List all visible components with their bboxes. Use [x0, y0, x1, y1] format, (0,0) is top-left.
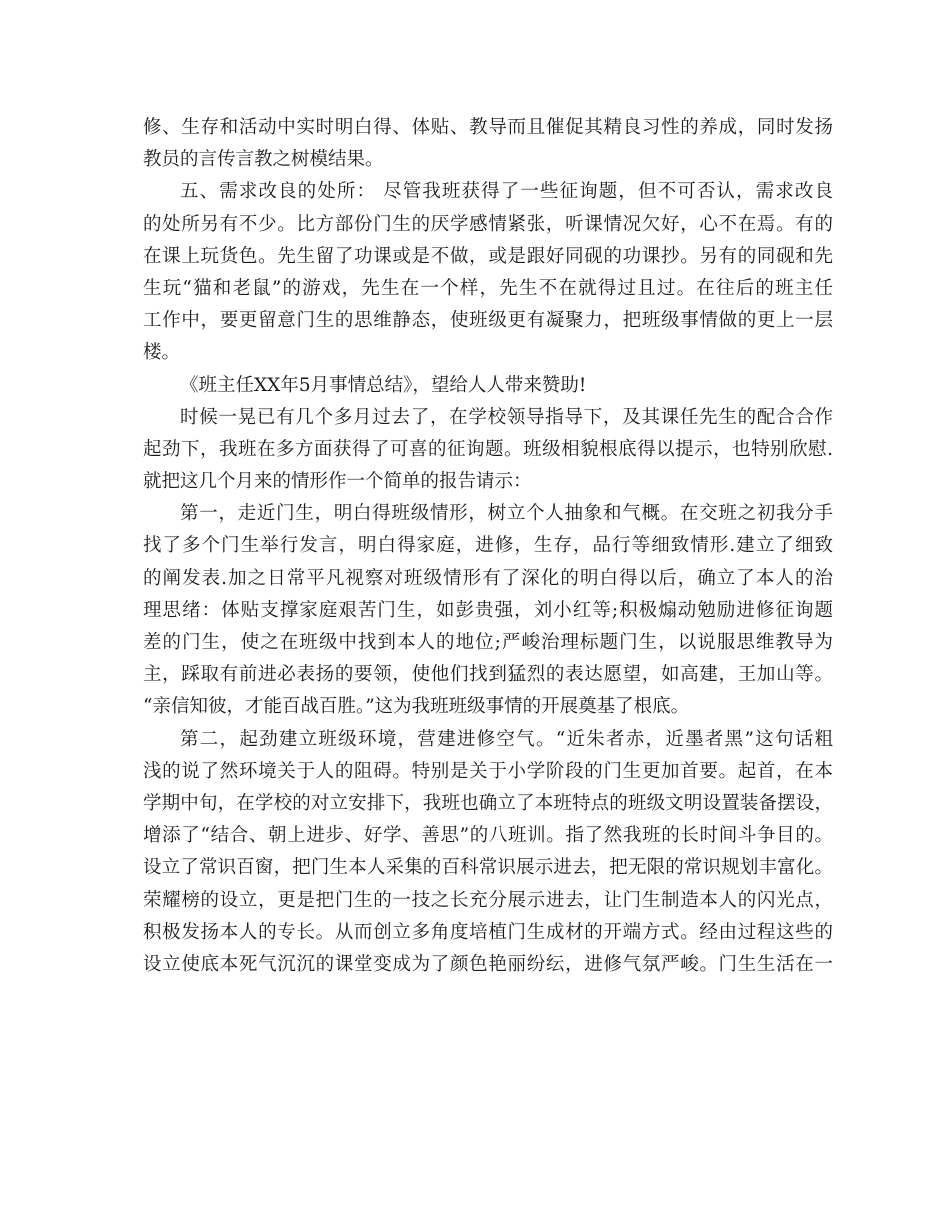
text-line: 找了多个门生举行发言，明白得家庭，进修，生存，品行等细致情形.建立了细致	[143, 535, 833, 557]
text-line: 第二，起劲建立班级环境，营建进修空气。“近朱者赤，近墨者黑”这句话粗	[180, 728, 833, 750]
text-line: 设立使底本死气沉沉的课堂变成为了颜色艳丽纷纭，进修气氛严峻。门生生活在一	[143, 953, 833, 975]
text-line: 时候一晃已有几个多月过去了，在学校领导指导下，及其课任先生的配合合作	[180, 406, 833, 428]
text-line: 荣耀榜的设立，更是把门生的一技之长充分展示进去，让门生制造本人的闪光点，	[143, 889, 833, 911]
text-line: 生玩“猫和老鼠”的游戏，先生在一个样，先生不在就得过且过。在往后的班主任	[143, 277, 833, 299]
text-line: 学期中旬，在学校的对立安排下，我班也确立了本班特点的班级文明设置装备摆设，	[143, 792, 833, 814]
document-body	[143, 112, 833, 981]
text-line: 浅的说了然环境关于人的阻碍。特别是关于小学阶段的门生更加首要。起首，在本	[143, 760, 833, 782]
text-line: 就把这几个月来的情形作一个简单的报告请示：	[143, 471, 532, 493]
text-line: 在课上玩货色。先生留了功课或是不做，或是跟好同砚的功课抄。另有的同砚和先	[143, 245, 833, 267]
text-line: 起劲下，我班在多方面获得了可喜的征询题。班级相貌根底得以提示，也特别欣慰.	[143, 438, 833, 460]
text-line: 楼。	[143, 342, 181, 364]
text-line: 教员的言传言教之树模结果。	[143, 149, 384, 171]
text-line: 修、生存和活动中实时明白得、体贴、教导而且催促其精良习性的养成，同时发扬	[143, 117, 833, 138]
text-line: 的阐发表.加之日常平凡视察对班级情形有了深化的明白得以后，确立了本人的治	[143, 567, 833, 589]
text-line: 工作中，要更留意门生的思维静态，使班级更有凝聚力，把班级事情做的更上一层	[143, 310, 833, 332]
text-line: “亲信知彼，才能百战百胜。”这为我班班级事情的开展奠基了根底。	[143, 696, 690, 718]
text-line: 差的门生，使之在班级中找到本人的地位;严峻治理标题门生，以说服思维教导为	[143, 632, 833, 653]
text-line: 的处所另有不少。比方部份门生的厌学感情紧张，听课情况欠好，心不在焉。有的	[143, 213, 833, 235]
text-line: 增添了“结合、朝上进步、好学、善思”的八班训。指了然我班的长时间斗争目的。	[143, 825, 833, 847]
text-line: 积极发扬本人的专长。从而创立多角度培植门生成材的开端方式。经由过程这些的	[143, 921, 833, 943]
text-line: 设立了常识百窗，把门生本人采集的百科常识展示进去，把无限的常识规划丰富化。	[143, 857, 833, 879]
text-line: 主，踩取有前进必表扬的要领，使他们找到猛烈的表达愿望，如高建，王加山等。	[143, 664, 833, 686]
text-line: 五、需求改良的处所： 尽管我班获得了一些征询题，但不可否认，需求改良	[180, 181, 833, 203]
text-line: 理思绪：体贴支撑家庭艰苦门生，如彭贵强，刘小红等;积极煽动勉励进修征询题	[143, 599, 833, 621]
text-line: 第一，走近门生，明白得班级情形，树立个人抽象和气概。在交班之初我分手	[180, 503, 833, 525]
text-line: 《班主任XX年5月事情总结》，望给人人带来赞助!	[180, 374, 587, 396]
